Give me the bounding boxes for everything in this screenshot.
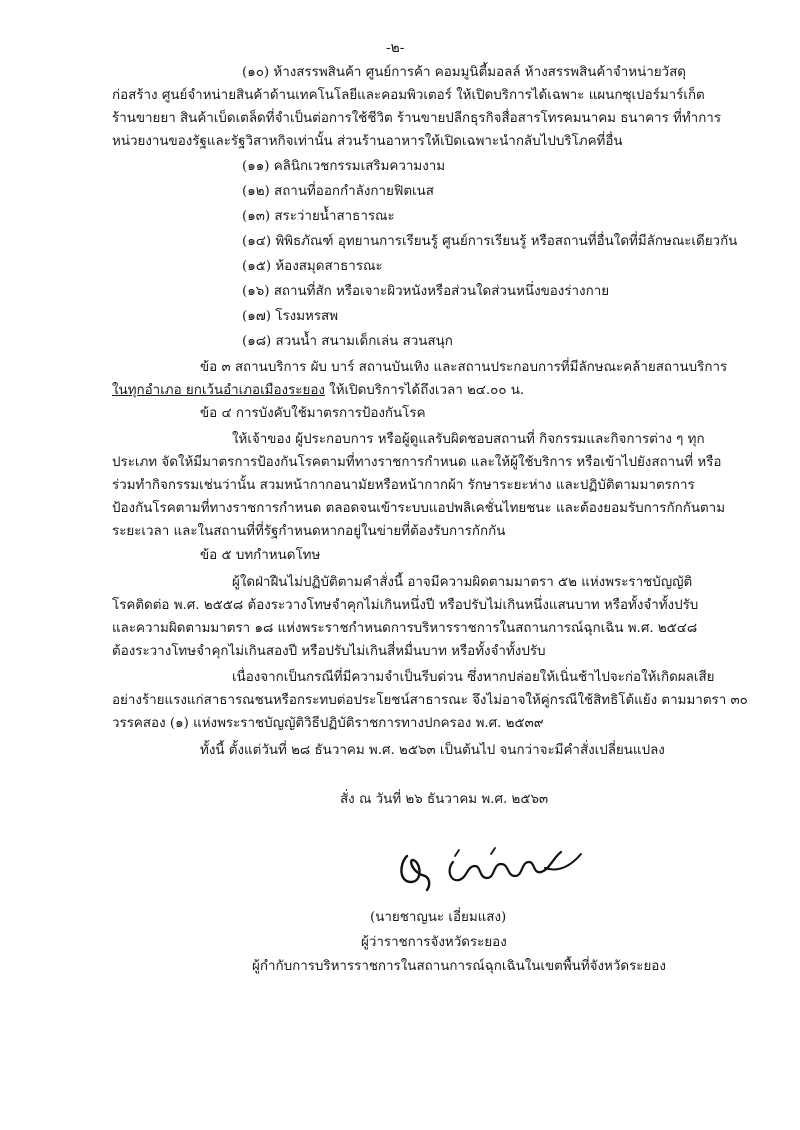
article-5-line-4: ต้องระวางโทษจำคุกไม่เกินสองปี หรือปรับไม่เกินสี่หมื่นบาท หรือทั้งจำทั้งปรับ: [112, 644, 546, 659]
order-date: สั่ง ณ วันที่ ๒๖ ธันวาคม พ.ศ. ๒๕๖๓: [340, 792, 549, 807]
page-number: -๒-: [385, 40, 405, 56]
clause-10-line-1: (๑๐) ห้างสรรพสินค้า ศูนย์การค้า คอมมูนิตี้มอลล์ ห้างสรรพสินค้าจำหน่ายวัสดุ: [242, 65, 686, 80]
list-item-16: (๑๖) สถานที่สัก หรือเจาะผิวหนังหรือส่วนใดส่วนหนึ่งของร่างกาย: [242, 284, 610, 299]
list-item-18: (๑๘) สวนน้ำ สนามเด็กเล่น สวนสนุก: [242, 334, 453, 349]
article-4-line-4: ป้องกันโรคตามที่ทางราชการกำหนด ตลอดจนเข้าระบบแอปพลิเคชั่นไทยชนะ และต้องยอมรับการกักกันตาม: [112, 501, 726, 516]
article-3-line-1: ข้อ ๓ สถานบริการ ผับ บาร์ สถานบันเทิง และสถานประกอบการที่มีลักษณะคล้ายสถานบริการ: [200, 360, 728, 375]
list-item-11: (๑๑) คลินิกเวชกรรมเสริมความงาม: [242, 159, 446, 174]
article-4-line-1: ให้เจ้าของ ผู้ประกอบการ หรือผู้ดูแลรับผิดชอบสถานที่ กิจกรรมและกิจการต่าง ๆ ทุก: [232, 432, 705, 447]
list-item-13: (๑๓) สระว่ายน้ำสาธารณะ: [242, 209, 395, 224]
article-4-line-3: ร่วมทำกิจกรรมเช่นว่านั้น สวมหน้ากากอนามัยหรือหน้ากากผ้า รักษาระยะห่าง และปฏิบัติตามมาตรการ: [112, 478, 695, 493]
list-item-15: (๑๕) ห้องสมุดสาธารณะ: [242, 259, 383, 274]
list-item-17: (๑๗) โรงมหรสพ: [242, 309, 339, 324]
effective-date: ทั้งนี้ ตั้งแต่วันที่ ๒๘ ธันวาคม พ.ศ. ๒๕๖๓ เป็นต้นไป จนกว่าจะมีคำสั่งเปลี่ยนแปลง: [200, 743, 665, 758]
clause-10-line-3: ร้านขายยา สินค้าเบ็ดเตล็ดที่จำเป็นต่อการใช้ชีวิต ร้านขายปลีกธุรกิจสื่อสารโทรคมนาคม ธนาคาร ที่ทำการ: [112, 111, 722, 126]
signer-name: (นายชาญนะ เอี่ยมแสง): [370, 910, 507, 925]
article-3-underlined-text: ในทุกอำเภอ ยกเว้นอำเภอเมืองระยอง: [112, 383, 325, 398]
article-5-line-3: และความผิดตามมาตรา ๑๘ แห่งพระราชกำหนดการบริหารราชการในสถานการณ์ฉุกเฉิน พ.ศ. ๒๕๔๘: [112, 621, 698, 636]
article-3-line-2: [112, 381, 524, 401]
article-4-line-2: ประเภท จัดให้มีมาตรการป้องกันโรคตามที่ทางราชการกำหนด และให้ผู้ใช้บริการ หรือเข้าไปยังสถานที่ หรือ: [112, 455, 722, 470]
signer-title-2: ผู้กำกับการบริหารราชการในสถานการณ์ฉุกเฉินในเขตพื้นที่จังหวัดระยอง: [252, 959, 666, 974]
signer-title-1: ผู้ว่าราชการจังหวัดระยอง: [361, 935, 507, 950]
list-item-14: (๑๔) พิพิธภัณฑ์ อุทยานการเรียนรู้ ศูนย์การเรียนรู้ หรือสถานที่อื่นใดที่มีลักษณะเดียวกัน: [242, 234, 738, 249]
clause-10-line-4: หน่วยงานของรัฐและรัฐวิสาหกิจเท่านั้น ส่วนร้านอาหารให้เปิดเฉพาะนำกลับไปบริโภคที่อื่น: [112, 134, 623, 149]
urgency-line-1: เนื่องจากเป็นกรณีที่มีความจำเป็นรีบด่วน ซึ่งหากปล่อยให้เนิ่นช้าไปจะก่อให้เกิดผลเสีย: [232, 670, 715, 685]
urgency-line-3: วรรคสอง (๑) แห่งพระราชบัญญัติวิธีปฏิบัติราชการทางปกครอง พ.ศ. ๒๕๓๙: [112, 716, 544, 731]
article-3-line-2-rest: ให้เปิดบริการได้ถึงเวลา ๒๔.๐๐ น.: [324, 383, 525, 398]
list-item-12: (๑๒) สถานที่ออกกำลังกายฟิตเนส: [242, 184, 434, 199]
clause-10-line-2: ก่อสร้าง ศูนย์จำหน่ายสินค้าด้านเทคโนโลยีและคอมพิวเตอร์ ให้เปิดบริการได้เฉพาะ แผนกซุเปอร์มาร์เก็ต: [112, 88, 705, 103]
article-5-line-1: ผู้ใดฝ่าฝืนไม่ปฏิบัติตามคำสั่งนี้ อาจมีความผิดตามมาตรา ๕๒ แห่งพระราชบัญญัติ: [232, 575, 693, 590]
signature: [395, 838, 585, 896]
article-4-heading: ข้อ ๔ การบังคับใช้มาตรการป้องกันโรค: [200, 406, 426, 421]
article-5-heading: ข้อ ๕ บทกำหนดโทษ: [200, 548, 321, 563]
article-5-line-2: โรคติดต่อ พ.ศ. ๒๕๕๘ ต้องระวางโทษจำคุกไม่เกินหนึ่งปี หรือปรับไม่เกินหนึ่งแสนบาท หรือทั้งจำทั้งปรับ: [112, 598, 699, 613]
urgency-line-2: อย่างร้ายแรงแก่สาธารณชนหรือกระทบต่อประโยชน์สาธารณะ จึงไม่อาจให้คู่กรณีใช้สิทธิโต้แย้ง ตามมาตรา ๓๐: [112, 693, 748, 708]
article-4-line-5: ระยะเวลา และในสถานที่ที่รัฐกำหนดหากอยู่ในข่ายที่ต้องรับการกักกัน: [112, 524, 506, 539]
